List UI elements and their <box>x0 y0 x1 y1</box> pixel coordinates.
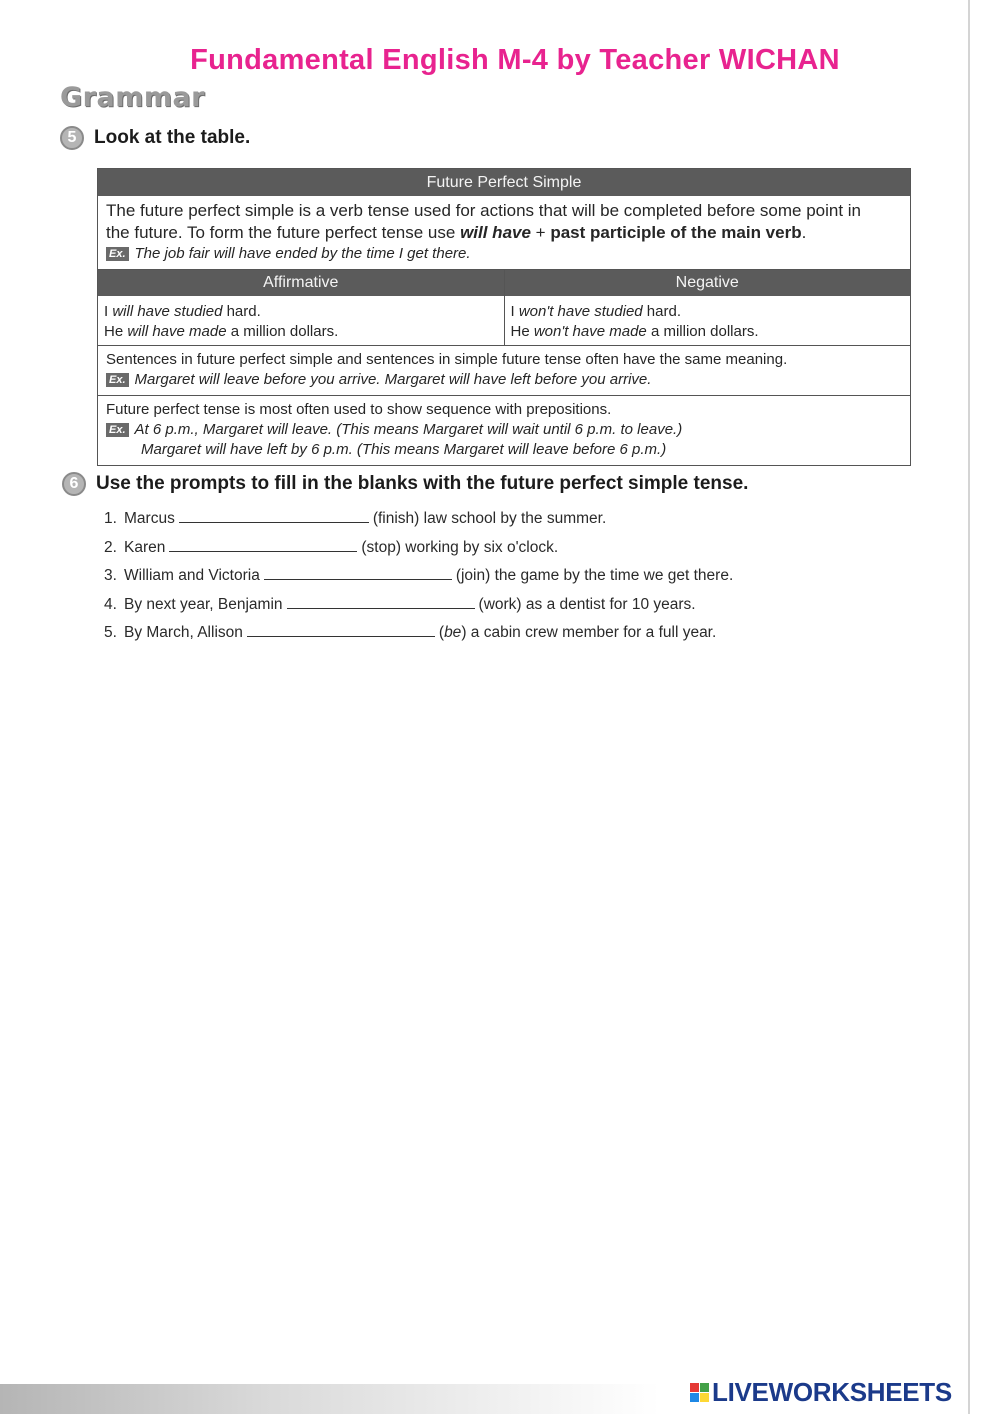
list-item <box>104 537 733 566</box>
step-6-instruction: Use the prompts to fill in the blanks with the future perfect simple tense. <box>96 473 749 494</box>
exercise-number: 1. <box>104 510 117 527</box>
exercise-prompt-start: Karen <box>124 538 166 556</box>
step-6-heading <box>62 472 748 496</box>
affirmative-example-1 <box>104 302 498 322</box>
exercise-number: 5. <box>104 624 117 641</box>
exercise-prompt-start: Marcus <box>124 510 175 527</box>
answer-blank-3[interactable] <box>264 565 452 580</box>
list-item <box>104 565 733 594</box>
table-note-2 <box>98 395 910 465</box>
intro-line-2 <box>106 222 902 244</box>
note-2-example-2: Margaret will have left by 6 p.m. (This means Margaret will leave before 6 p.m.) <box>141 441 667 458</box>
neg-1-c: hard. <box>642 303 681 320</box>
note-2-text: Future perfect tense is most often used to show sequence with prepositions. <box>106 401 612 418</box>
exercise-number: 4. <box>104 595 117 613</box>
logo-square-yellow <box>700 1393 709 1402</box>
affirmative-negative-row <box>98 269 910 345</box>
exercise-number: 3. <box>104 567 117 584</box>
aff-1-a: I <box>104 303 113 320</box>
exercise-prompt-start: By next year, Benjamin <box>124 595 283 613</box>
list-item <box>104 508 733 537</box>
intro-line-1: The future perfect simple is a verb tense used for actions that will be completed before some point in <box>106 201 862 220</box>
negative-example-1 <box>511 302 905 322</box>
exercise-prompt-end: (work) as a dentist for 10 years. <box>478 595 696 613</box>
neg-2-c: a million dollars. <box>646 323 759 340</box>
example-badge-icon: Ex. <box>106 373 129 387</box>
answer-blank-5[interactable] <box>247 622 435 637</box>
liveworksheets-logo <box>690 1377 952 1408</box>
neg-2-b: won't have made <box>533 323 647 340</box>
exercise-list <box>104 508 733 651</box>
prompt-rest: ) a cabin crew member for a full year. <box>461 624 717 641</box>
aff-2-a: He <box>104 323 128 340</box>
intro-text: the future. To form the future perfect tense use <box>106 223 461 242</box>
neg-1-b: won't have studied <box>518 303 643 320</box>
answer-blank-2[interactable] <box>169 537 357 552</box>
affirmative-header: Affirmative <box>98 270 504 296</box>
affirmative-example-2 <box>104 322 498 342</box>
negative-body <box>505 296 911 345</box>
example-badge-icon: Ex. <box>106 423 129 437</box>
step-5-instruction: Look at the table. <box>94 127 251 148</box>
logo-text: LIVEWORKSHEETS <box>712 1377 952 1407</box>
step-5-heading <box>60 126 250 150</box>
scan-shadow <box>0 1384 660 1414</box>
intro-past-participle: past participle of the main verb <box>550 223 802 242</box>
neg-1-a: I <box>510 303 519 320</box>
exercise-prompt-end: (join) the game by the time we get there. <box>455 567 734 584</box>
note-1-example <box>106 370 902 390</box>
verb-be: be <box>444 624 462 641</box>
table-title: Future Perfect Simple <box>98 169 910 196</box>
intro-example-text: The job fair will have ended by the time I get there. <box>134 245 471 262</box>
negative-header: Negative <box>505 270 911 296</box>
exercise-number: 2. <box>104 538 117 556</box>
note-2-example-1-text: At 6 p.m., Margaret will leave. (This means Margaret will wait until 6 p.m. to leave.) <box>134 421 683 438</box>
logo-square-blue <box>690 1393 699 1402</box>
list-item <box>104 594 733 623</box>
table-intro <box>98 196 910 269</box>
affirmative-body <box>98 296 504 345</box>
intro-plus: + <box>530 223 551 242</box>
exercise-prompt-start: By March, Allison <box>124 624 243 641</box>
intro-period: . <box>801 223 807 242</box>
note-1-example-text: Margaret will leave before you arrive. Margaret will have left before you arrive. <box>134 371 652 388</box>
aff-1-c: hard. <box>222 303 261 320</box>
intro-example <box>106 244 902 264</box>
logo-square-green <box>700 1383 709 1392</box>
affirmative-column <box>98 270 504 345</box>
section-title: Grammar <box>60 82 205 113</box>
negative-example-2 <box>511 322 905 342</box>
aff-2-c: a million dollars. <box>226 323 339 340</box>
scan-edge-line <box>968 0 970 1414</box>
answer-blank-4[interactable] <box>287 594 475 609</box>
aff-2-b: will have made <box>127 323 227 340</box>
step-6-number-icon: 6 <box>62 472 86 496</box>
neg-2-a: He <box>510 323 534 340</box>
page-header-title: Fundamental English M-4 by Teacher WICHAN <box>190 44 840 76</box>
exercise-prompt-end: (finish) law school by the summer. <box>372 510 607 527</box>
grammar-table <box>97 168 911 466</box>
paren-open: ( <box>438 624 445 641</box>
exercise-prompt-end: (stop) working by six o'clock. <box>361 538 559 556</box>
note-2-example-1 <box>106 420 902 440</box>
negative-column <box>504 270 911 345</box>
step-5-number-icon: 5 <box>60 126 84 150</box>
aff-1-b: will have studied <box>112 303 223 320</box>
exercise-prompt-start: William and Victoria <box>124 567 260 584</box>
note-1-text: Sentences in future perfect simple and sentences in simple future tense often have the same meaning. <box>106 351 788 368</box>
intro-will-have: will have <box>460 223 531 242</box>
logo-square-red <box>690 1383 699 1392</box>
table-note-1 <box>98 345 910 395</box>
logo-squares-icon <box>690 1383 709 1402</box>
example-badge-icon: Ex. <box>106 247 129 261</box>
answer-blank-1[interactable] <box>179 508 369 523</box>
list-item <box>104 622 733 651</box>
exercise-prompt-end <box>439 624 716 642</box>
